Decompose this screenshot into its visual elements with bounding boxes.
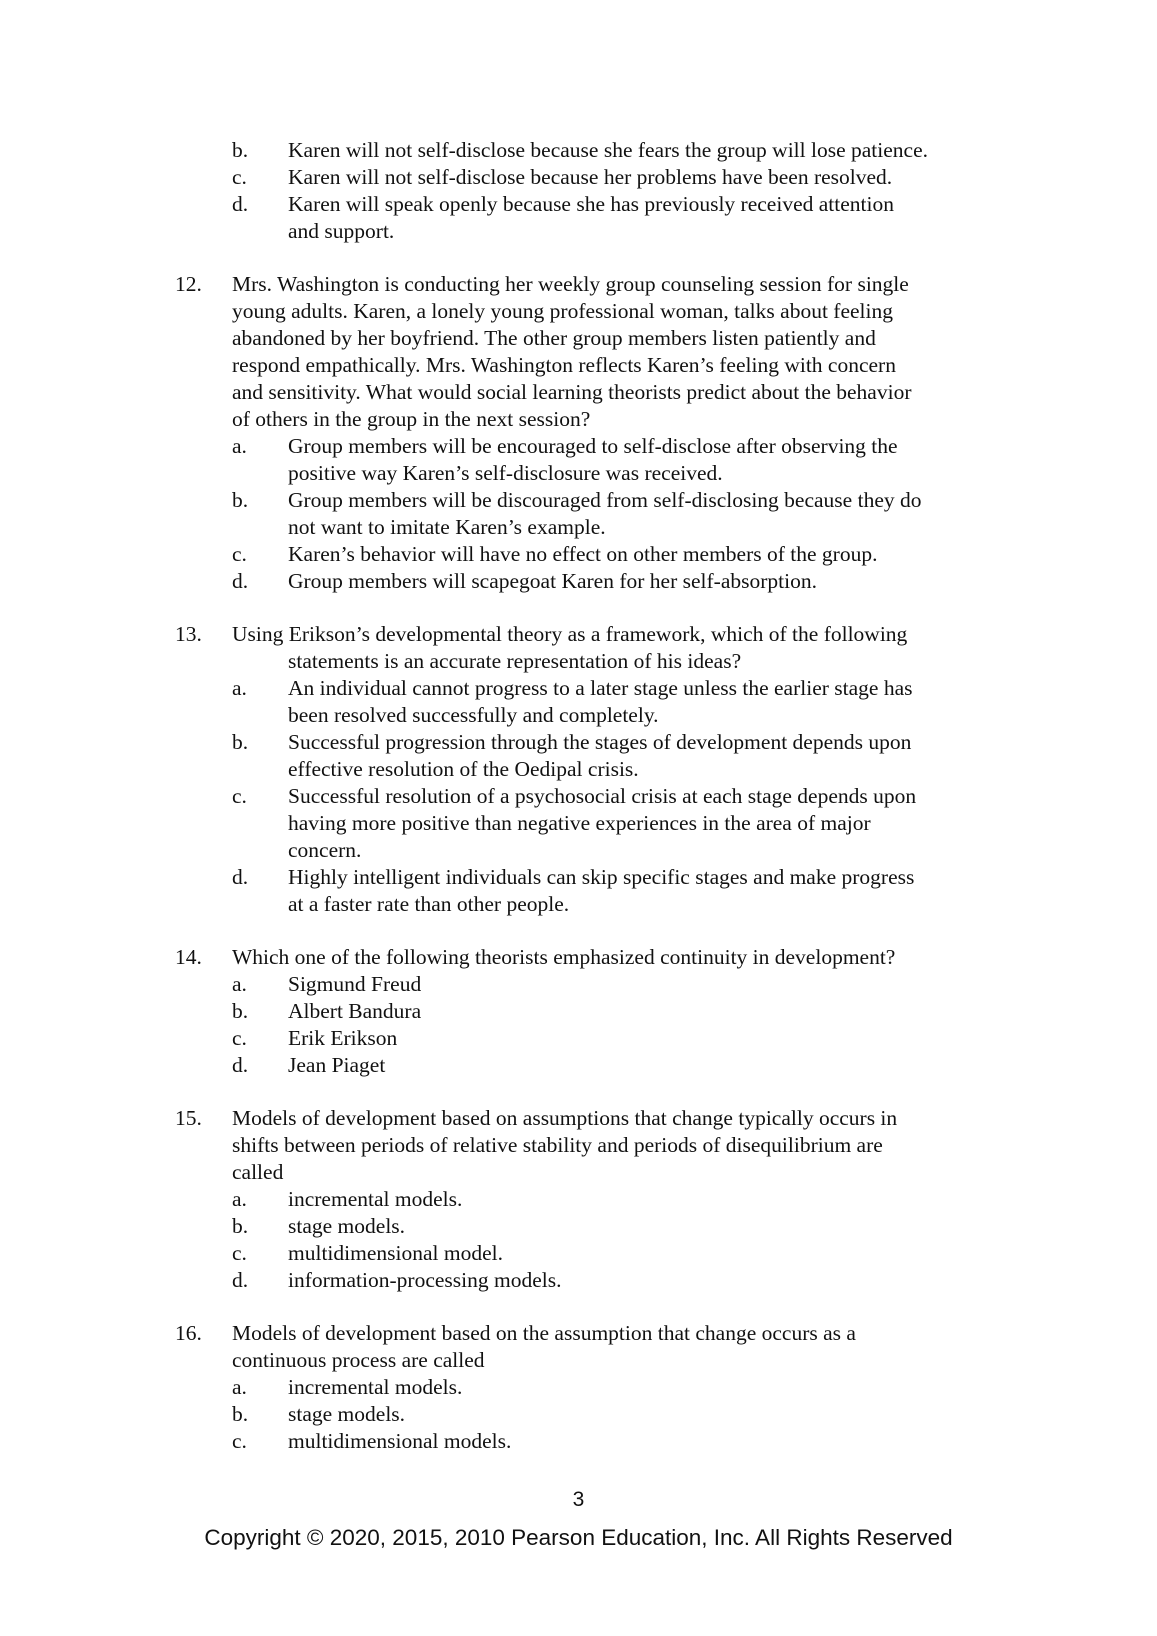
option-text: Erik Erikson — [288, 1026, 398, 1050]
option-text: Karen will not self-disclose because her problems have been resolved. — [288, 165, 893, 189]
question-number: 13. — [175, 622, 202, 646]
option-line — [0, 433, 1157, 460]
option-letter: d. — [232, 1268, 249, 1292]
option-line — [0, 1374, 1157, 1401]
option-text: Albert Bandura — [288, 999, 422, 1023]
option-letter: d. — [232, 1053, 249, 1077]
option-line — [0, 837, 1157, 864]
option-text: multidimensional model. — [288, 1241, 503, 1265]
option-letter: d. — [232, 569, 249, 593]
option-line — [0, 864, 1157, 891]
option-text: and support. — [288, 219, 395, 243]
option-letter: b. — [232, 1214, 249, 1238]
question-spacer — [0, 595, 1157, 621]
option-line — [0, 218, 1157, 245]
option-line — [0, 783, 1157, 810]
option-text: at a faster rate than other people. — [288, 892, 570, 916]
option-text: stage models. — [288, 1214, 406, 1238]
option-line — [0, 756, 1157, 783]
option-line — [0, 891, 1157, 918]
question-stem-text: of others in the group in the next session? — [232, 407, 591, 431]
option-letter: a. — [232, 972, 247, 996]
option-letter: c. — [232, 784, 247, 808]
question-stem-line — [0, 1105, 1157, 1132]
option-text: Group members will be encouraged to self-disclose after observing the — [288, 434, 898, 458]
option-text: not want to imitate Karen’s example. — [288, 515, 606, 539]
option-letter: a. — [232, 434, 247, 458]
option-text: information-processing models. — [288, 1268, 562, 1292]
question-stem-text: shifts between periods of relative stability and periods of disequilibrium are — [232, 1133, 883, 1157]
question-number: 16. — [175, 1321, 202, 1345]
question-stem-text: continuous process are called — [232, 1348, 485, 1372]
option-line — [0, 541, 1157, 568]
option-text: An individual cannot progress to a later stage unless the earlier stage has — [288, 676, 913, 700]
question-stem-line — [0, 325, 1157, 352]
question-stem-line — [0, 1132, 1157, 1159]
option-text: Highly intelligent individuals can skip specific stages and make progress — [288, 865, 915, 889]
option-letter: a. — [232, 1375, 247, 1399]
option-letter: b. — [232, 730, 249, 754]
option-letter: d. — [232, 865, 249, 889]
option-line — [0, 1052, 1157, 1079]
question-number: 12. — [175, 272, 202, 296]
option-text: Group members will be discouraged from self-disclosing because they do — [288, 488, 922, 512]
option-letter: b. — [232, 138, 249, 162]
option-line — [0, 568, 1157, 595]
option-line — [0, 1213, 1157, 1240]
option-letter: b. — [232, 1402, 249, 1426]
option-text: Jean Piaget — [288, 1053, 386, 1077]
option-letter: a. — [232, 676, 247, 700]
option-text: concern. — [288, 838, 362, 862]
option-line — [0, 810, 1157, 837]
question-stem-line — [0, 379, 1157, 406]
option-text: Karen will speak openly because she has previously received attention — [288, 192, 894, 216]
question-spacer — [0, 1294, 1157, 1320]
option-text: been resolved successfully and completely. — [288, 703, 659, 727]
question-stem-text: abandoned by her boyfriend. The other group members listen patiently and — [232, 326, 876, 350]
question-stem-text: and sensitivity. What would social learning theorists predict about the behavior — [232, 380, 912, 404]
option-text: incremental models. — [288, 1187, 463, 1211]
question-spacer — [0, 918, 1157, 944]
question-stem-text: Which one of the following theorists emphasized continuity in development? — [232, 945, 896, 969]
option-text: incremental models. — [288, 1375, 463, 1399]
option-letter: c. — [232, 1429, 247, 1453]
question-stem-line — [0, 406, 1157, 433]
option-letter: c. — [232, 165, 247, 189]
option-line — [0, 971, 1157, 998]
option-text: multidimensional models. — [288, 1429, 512, 1453]
question-stem-text: statements is an accurate representation of his ideas? — [288, 649, 742, 673]
question-stem-line — [0, 298, 1157, 325]
option-text: positive way Karen’s self-disclosure was received. — [288, 461, 723, 485]
question-spacer — [0, 245, 1157, 271]
option-line — [0, 1186, 1157, 1213]
option-line — [0, 514, 1157, 541]
option-letter: c. — [232, 1026, 247, 1050]
page-number: 3 — [572, 1488, 585, 1511]
question-number: 14. — [175, 945, 202, 969]
option-line — [0, 729, 1157, 756]
question-stem-line — [0, 621, 1157, 648]
option-line — [0, 998, 1157, 1025]
option-line — [0, 675, 1157, 702]
option-letter: d. — [232, 192, 249, 216]
question-stem-text: Mrs. Washington is conducting her weekly group counseling session for single — [232, 272, 909, 296]
option-letter: a. — [232, 1187, 247, 1211]
option-text: Karen will not self-disclose because she fears the group will lose patience. — [288, 138, 929, 162]
option-line — [0, 1401, 1157, 1428]
question-list — [0, 137, 1157, 1455]
question-number: 15. — [175, 1106, 202, 1130]
option-line — [0, 702, 1157, 729]
question-stem-text: Models of development based on assumptions that change typically occurs in — [232, 1106, 898, 1130]
option-line — [0, 1428, 1157, 1455]
option-text: Successful resolution of a psychosocial crisis at each stage depends upon — [288, 784, 917, 808]
question-stem-line — [0, 271, 1157, 298]
option-text: Group members will scapegoat Karen for her self-absorption. — [288, 569, 817, 593]
question-stem-line — [0, 1320, 1157, 1347]
question-stem-text: respond empathically. Mrs. Washington reflects Karen’s feeling with concern — [232, 353, 896, 377]
option-line — [0, 164, 1157, 191]
option-line — [0, 1025, 1157, 1052]
question-stem-text: Models of development based on the assumption that change occurs as a — [232, 1321, 856, 1345]
question-stem-line — [0, 1159, 1157, 1186]
copyright-notice: Copyright © 2020, 2015, 2010 Pearson Education, Inc. All Rights Reserved — [204, 1525, 953, 1550]
question-stem-line — [0, 944, 1157, 971]
option-letter: c. — [232, 1241, 247, 1265]
question-stem-text: called — [232, 1160, 284, 1184]
option-line — [0, 487, 1157, 514]
option-letter: b. — [232, 488, 249, 512]
option-line — [0, 191, 1157, 218]
option-text: Karen’s behavior will have no effect on other members of the group. — [288, 542, 878, 566]
question-stem-line — [0, 648, 1157, 675]
option-text: effective resolution of the Oedipal crisis. — [288, 757, 639, 781]
question-spacer — [0, 1079, 1157, 1105]
option-letter: c. — [232, 542, 247, 566]
option-text: Sigmund Freud — [288, 972, 422, 996]
option-text: Successful progression through the stages of development depends upon — [288, 730, 912, 754]
option-line — [0, 1240, 1157, 1267]
option-text: having more positive than negative experiences in the area of major — [288, 811, 871, 835]
option-line — [0, 1267, 1157, 1294]
question-stem-line — [0, 352, 1157, 379]
option-line — [0, 137, 1157, 164]
option-text: stage models. — [288, 1402, 406, 1426]
question-stem-text: young adults. Karen, a lonely young professional woman, talks about feeling — [232, 299, 893, 323]
option-letter: b. — [232, 999, 249, 1023]
option-line — [0, 460, 1157, 487]
question-stem-line — [0, 1347, 1157, 1374]
question-stem-text: Using Erikson’s developmental theory as a framework, which of the following — [232, 622, 908, 646]
